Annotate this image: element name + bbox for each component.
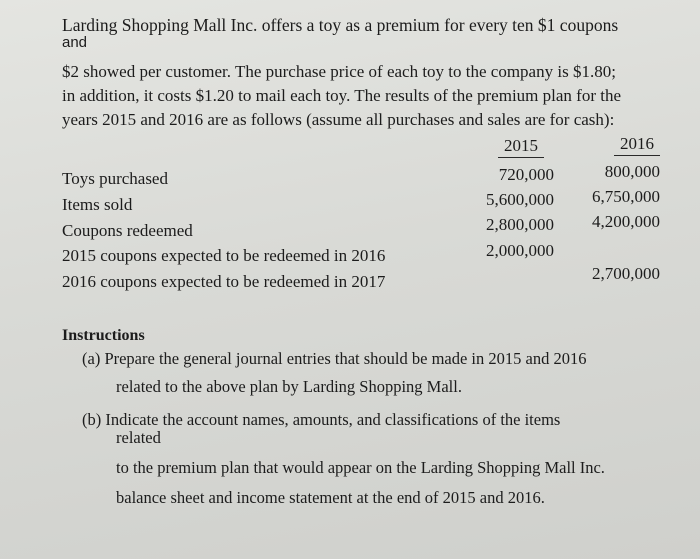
intro-line-2: $2 showed per customer. The purchase price of each toy to the company is $1.80;: [62, 62, 616, 81]
column-header-underline: [498, 157, 544, 158]
instructions-heading: Instructions: [62, 327, 145, 344]
value-coupons-redeemed-2015: 2,800,000: [486, 215, 554, 234]
row-label-toys-purchased: Toys purchased: [62, 169, 168, 188]
row-label-items-sold: Items sold: [62, 195, 133, 214]
value-items-sold-2016: 6,750,000: [592, 187, 660, 206]
intro-line-1: Larding Shopping Mall Inc. offers a toy as a premium for every ten $1 coupons: [62, 15, 619, 35]
column-header-2015: [504, 136, 538, 156]
instruction-b-line-3: balance sheet and income statement at the end of 2015 and 2016.: [116, 488, 545, 507]
value-2016-coupons-expected-2016: 2,700,000: [592, 264, 660, 283]
row-label-2015-coupons-expected: 2015 coupons expected to be redeemed in 2016: [62, 246, 386, 265]
column-header-underline: [614, 155, 660, 156]
value-coupons-redeemed-2016: 4,200,000: [592, 212, 660, 231]
instruction-a-line-2: related to the above plan by Larding Shopping Mall.: [116, 377, 462, 396]
value-toys-purchased-2016: 800,000: [604, 162, 660, 181]
value-toys-purchased-2015: 720,000: [498, 165, 554, 184]
intro-line-3: in addition, it costs $1.20 to mail each toy. The results of the premium plan for the: [62, 86, 621, 105]
row-label-2016-coupons-expected: 2016 coupons expected to be redeemed in 2017: [62, 272, 386, 291]
instruction-a-line-1: (a) Prepare the general journal entries that should be made in 2015 and 2016: [82, 349, 587, 368]
column-header-2015-text: 2015: [504, 136, 538, 155]
instruction-b-line-1-continuation: related: [116, 428, 161, 447]
value-items-sold-2015: 5,600,000: [486, 190, 554, 209]
column-header-2016: [620, 134, 654, 154]
intro-line-4: years 2015 and 2016 are as follows (assume all purchases and sales are for cash):: [62, 110, 615, 129]
intro-line-1-continuation: and: [62, 34, 88, 51]
column-header-2016-text: 2016: [620, 134, 654, 153]
instruction-b-line-1: (b) Indicate the account names, amounts, and classifications of the items: [82, 410, 561, 429]
instruction-b-line-2: to the premium plan that would appear on the Larding Shopping Mall Inc.: [116, 458, 605, 477]
row-label-coupons-redeemed: Coupons redeemed: [62, 221, 193, 240]
value-2015-coupons-expected-2015: 2,000,000: [486, 241, 554, 260]
